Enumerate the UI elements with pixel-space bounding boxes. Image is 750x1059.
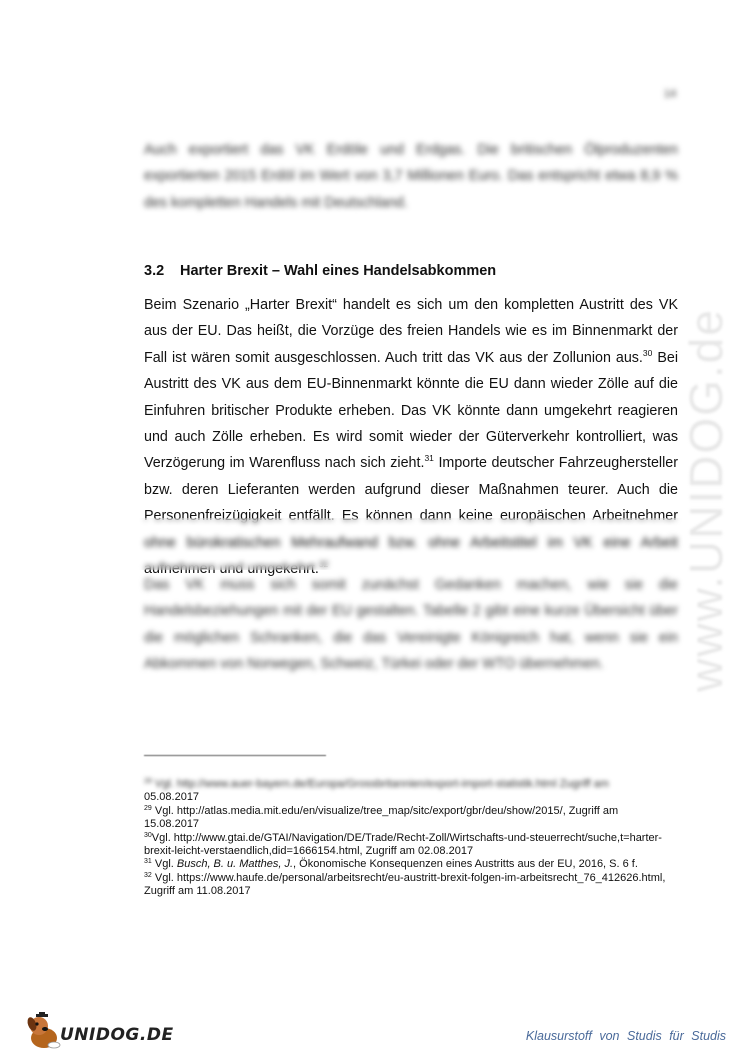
footnote-32 <box>144 872 674 899</box>
dog-mascot-icon <box>24 1012 64 1052</box>
footnote-ref-32[interactable]: 32 <box>318 559 329 570</box>
body-text-2: Bei Austritt des VK aus dem EU-Binnenmarkt könnte die EU dann wieder Zölle auf die Einfuhren britischer Produkte erheben. Das VK könnte dann umgekehrt reagieren und auch Zölle erheben. Es wird somit wieder der Güterverkehr kontrolliert, was Verzögerung im Warenfluss nach sich zieht. <box>144 349 678 472</box>
footnote-30-number: 30 <box>144 831 152 839</box>
footnote-30 <box>144 832 674 859</box>
footnote-28-text: Vgl. http://www.auer-bayern.de/Europa/Grossbritannien/export-import-statistik.html Zugriff am <box>154 778 609 790</box>
intro-paragraph: Auch exportiert das VK Erdöle und Erdgas. Die britischen Ölproduzenten exportierten 2015 Erdöl im Wert von 3,7 Millionen Euro. Das entspricht etwa 8,9 % des kompletten Handels mit Deutschland. <box>144 142 678 211</box>
section-number: 3.2 <box>144 263 165 279</box>
footnote-32-text[interactable]: Vgl. https://www.haufe.de/personal/arbeitsrecht/eu-austritt-brexit-folgen-im-arbeitsrecht_76_412626.html, Zugriff am 11.08.2017 <box>144 871 666 898</box>
footnote-29-number: 29 <box>144 804 152 812</box>
footnote-ref-30[interactable]: 30 <box>642 347 653 358</box>
footnote-28-number: 28 <box>144 778 152 785</box>
logo-text: UNIDOG.DE <box>60 1025 174 1045</box>
watermark-text: www.UNIDOG.de <box>680 308 732 692</box>
body-paragraph <box>144 292 678 582</box>
closing-paragraph: Das VK muss sich somit zunächst Gedanken machen, wie sie die Handelsbeziehungen mit der EU gestalten. Tabelle 2 gibt eine kurze Übersicht über die möglichen Schranken, die das Vereinigte Königreich hat, wenn sie ein Abkommen von Norwegen, Schweiz, Türkei oder der WTO übernehmen. <box>144 577 678 673</box>
unidog-logo[interactable] <box>24 1012 174 1052</box>
footnote-31-text: , Ökonomische Konsequenzen eines Austritts aus der EU, 2016, S. 6 f. <box>293 858 638 871</box>
body-text-3: Importe deutscher Fahrzeughersteller bzw. deren Lieferanten werden aufgrund dieser Maßnahmen teurer. Auch die Personenfreizügigkeit entfällt. Es können dann keine europäischen Arbeitnehmer ohne bürokratischen Mehraufwand bzw. ohne Arbeitstitel im VK eine Arbeit aufnehmen und umgekehrt. <box>144 455 678 578</box>
footnote-28 <box>144 778 674 791</box>
footnote-29 <box>144 805 674 832</box>
footnotes <box>144 778 674 899</box>
footnote-28-date: 05.08.2017 <box>144 791 200 804</box>
footnote-31-number: 31 <box>144 858 152 866</box>
page-number: 14 <box>664 88 677 100</box>
footnote-30-text[interactable]: Vgl. http://www.gtai.de/GTAI/Navigation/DE/Trade/Recht-Zoll/Wirtschafts-und-steuerrecht/suche,t=harter-brexit-leicht-verstaendlich,did=1666154.html, Zugriff am 02.08.2017 <box>144 831 662 858</box>
footnote-31-prefix: Vgl. <box>154 858 177 871</box>
footnote-31-authors: Busch, B. u. Matthes, J. <box>176 858 294 871</box>
footnote-separator <box>144 755 326 756</box>
body-text-1: Beim Szenario „Harter Brexit“ handelt es sich um den kompletten Austritt des VK aus der EU. Das heißt, die Vorzüge des freien Handels wie es im Binnenmarkt der Fall ist wären somit ausgeschlossen. Auch tritt das VK aus der Zollunion aus. <box>144 297 678 366</box>
footnote-29-text[interactable]: Vgl. http://atlas.media.mit.edu/en/visualize/tree_map/sitc/export/gbr/deu/show/2015/, Zugriff am 15.08.2017 <box>144 804 619 831</box>
footer-tagline: Klausurstoff von Studis für Studis <box>525 1029 726 1043</box>
footnote-ref-31[interactable]: 31 <box>424 453 434 464</box>
section-title: Harter Brexit – Wahl eines Handelsabkommen <box>180 263 497 279</box>
footnote-32-number: 32 <box>144 871 152 879</box>
footnote-31 <box>144 858 674 871</box>
section-heading <box>144 263 496 279</box>
